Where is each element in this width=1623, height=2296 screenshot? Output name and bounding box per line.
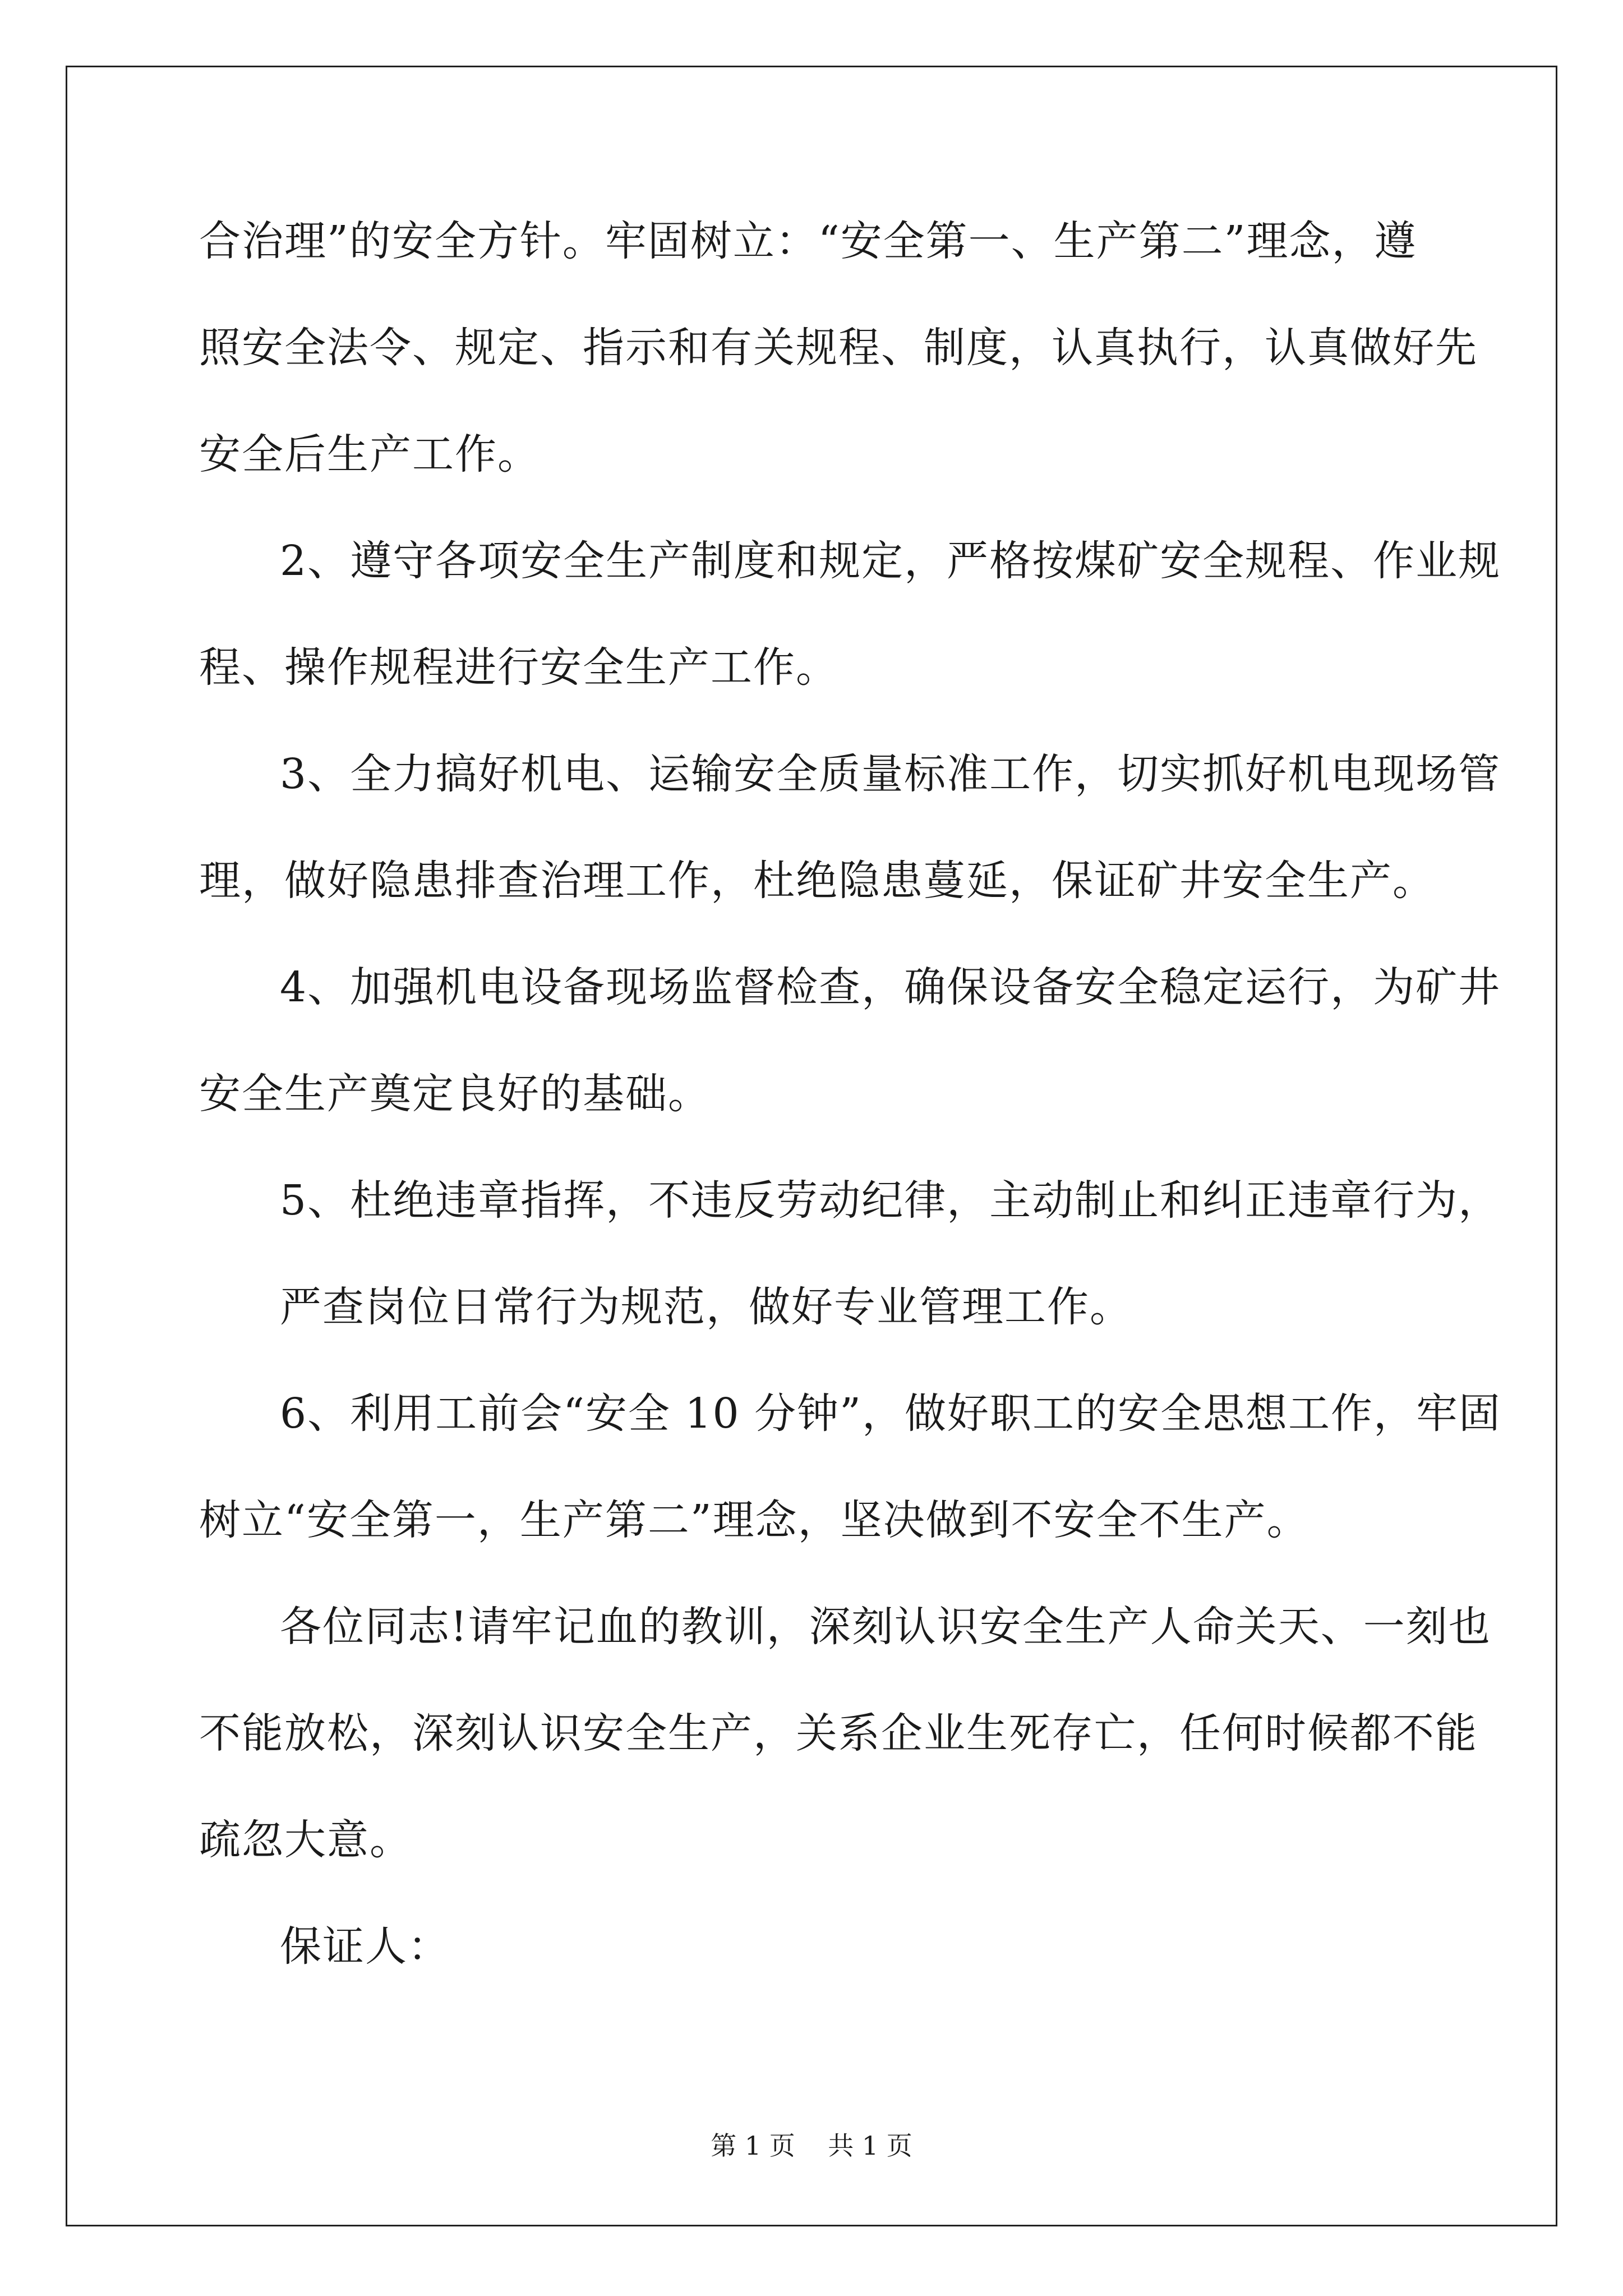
text-line: 不能放松，深刻认识安全生产，关系企业生死存亡，任何时候都不能 — [199, 1709, 1478, 1757]
text-line: 照安全法令、规定、指示和有关规程、制度，认真执行，认真做好先 — [199, 324, 1478, 372]
text-line: 4、加强机电设备现场监督检查，确保设备安全稳定运行，为矿井 — [280, 963, 1501, 1011]
text-line: 2、遵守各项安全生产制度和规定，严格按煤矿安全规程、作业规 — [280, 537, 1501, 585]
text-line: 保证人： — [280, 1922, 450, 1971]
text-line: 6、利用工前会“安全 10 分钟”，做好职工的安全思想工作，牢固 — [280, 1389, 1501, 1438]
page-border — [66, 66, 1557, 2226]
text-line: 3、全力搞好机电、运输安全质量标准工作，切实抓好机电现场管 — [280, 750, 1501, 798]
page-footer: 第 1 页 共 1 页 — [711, 2131, 912, 2161]
text-line: 疏忽大意。 — [199, 1816, 412, 1864]
text-line: 树立“安全第一，生产第二”理念，坚决做到不安全不生产。 — [199, 1496, 1310, 1544]
text-line: 各位同志!请牢记血的教训，深刻认识安全生产人命关天、一刻也 — [280, 1603, 1491, 1651]
text-line: 安全后生产工作。 — [199, 430, 540, 478]
text-line: 合治理”的安全方针。牢固树立：“安全第一、生产第二”理念，遵 — [199, 217, 1417, 265]
text-line: 理，做好隐患排查治理工作，杜绝隐患蔓延，保证矿井安全生产。 — [199, 857, 1435, 905]
text-line: 严查岗位日常行为规范，做好专业管理工作。 — [280, 1283, 1132, 1331]
text-line: 5、杜绝违章指挥，不违反劳动纪律，主动制止和纠正违章行为， — [280, 1176, 1501, 1225]
text-line: 安全生产奠定良好的基础。 — [199, 1070, 711, 1118]
text-line: 程、操作规程进行安全生产工作。 — [199, 643, 838, 692]
